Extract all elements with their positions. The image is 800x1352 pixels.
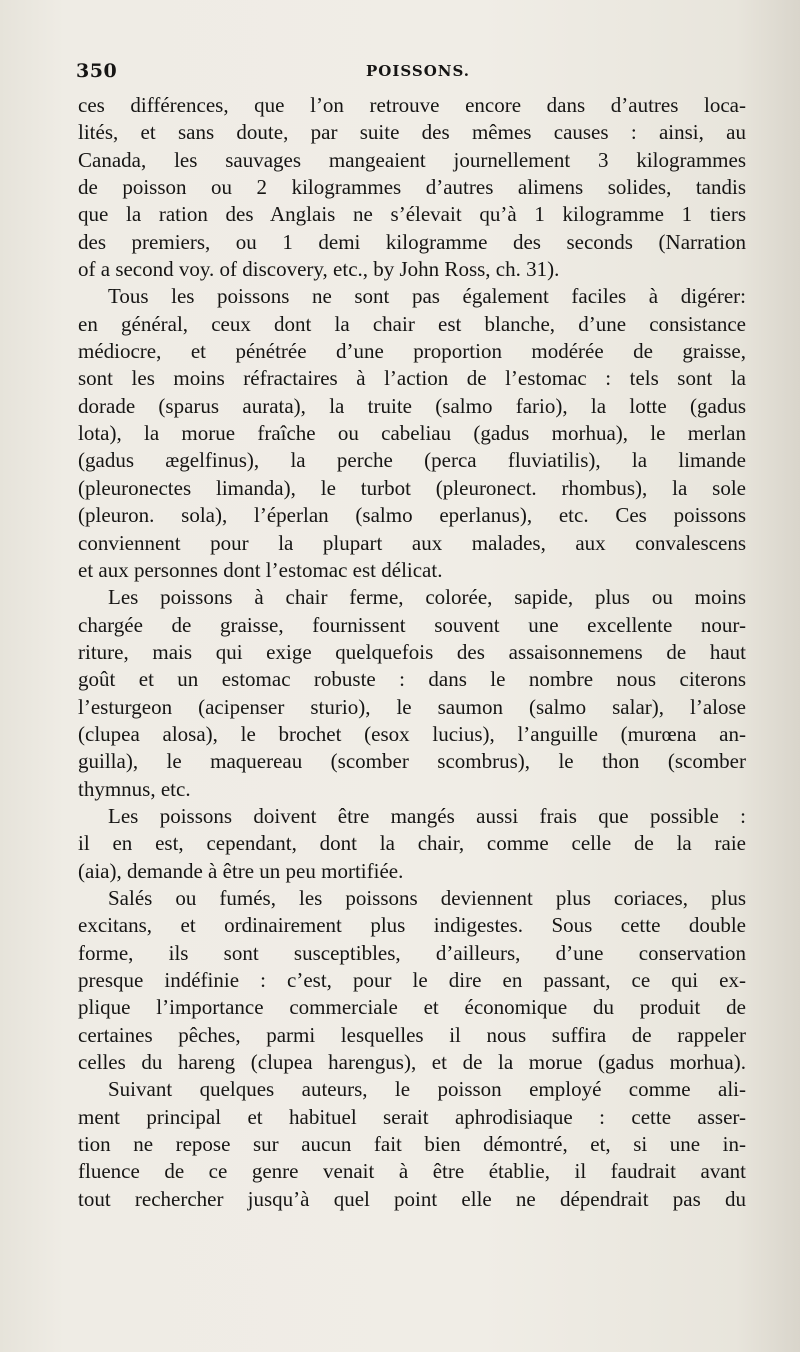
text-line: dorade (sparus aurata), la truite (salmo fario), la lotte (gadus — [78, 393, 746, 418]
page-number: 350 — [76, 60, 118, 82]
text-line: (clupea alosa), le brochet (esox lucius), l’anguille (murœna an- — [78, 721, 746, 746]
text-line: forme, ils sont susceptibles, d’ailleurs, d’une conservation — [78, 940, 746, 965]
text-line: thymnus, etc. — [78, 776, 191, 801]
text-line: goût et un estomac robuste : dans le nombre nous citerons — [78, 667, 746, 692]
text-line: of a second voy. of discovery, etc., by John Ross, ch. 31). — [78, 257, 560, 282]
text-line: conviennent pour la plupart aux malades, aux convalescens — [78, 530, 746, 555]
text-line: de poisson ou 2 kilogrammes d’autres alimens solides, tandis — [78, 175, 746, 200]
text-line: excitans, et ordinairement plus indigestes. Sous cette double — [78, 913, 746, 938]
text-line: ment principal et habituel serait aphrodisiaque : cette asser- — [78, 1104, 746, 1129]
text-line: celles du hareng (clupea harengus), et de la morue (gadus morhua). — [78, 1050, 746, 1075]
text-line: (pleuronectes limanda), le turbot (pleuronect. rhombus), la sole — [78, 475, 746, 500]
text-line: (pleuron. sola), l’éperlan (salmo eperlanus), etc. Ces poissons — [78, 503, 746, 528]
text-line: certaines pêches, parmi lesquelles il nous suffira de rappeler — [78, 1022, 746, 1047]
text-line: en général, ceux dont la chair est blanche, d’une consistance — [78, 311, 746, 336]
text-line: tion ne repose sur aucun fait bien démontré, et, si une in- — [78, 1132, 746, 1157]
running-head: POISSONS. — [366, 62, 470, 80]
text-line: Canada, les sauvages mangeaient journellement 3 kilogrammes — [78, 147, 746, 172]
text-line: Les poissons à chair ferme, colorée, sapide, plus ou moins — [108, 585, 746, 610]
text-line: presque indéfinie : c’est, pour le dire en passant, ce qui ex- — [78, 968, 746, 992]
text-line: guilla), le maquereau (scomber scombrus), le thon (scomber — [78, 749, 746, 774]
text-line: l’esturgeon (acipenser sturio), le saumon (salmo salar), l’alose — [78, 694, 746, 719]
text-line: sont les moins réfractaires à l’action de l’estomac : tels sont la — [78, 366, 746, 391]
text-line: (aia), demande à être un peu mortifiée. — [78, 858, 404, 883]
text-line: Les poissons doivent être mangés aussi frais que possible : — [108, 803, 746, 828]
page-header — [76, 60, 746, 84]
text-line: que la ration des Anglais ne s’élevait qu’à 1 kilogramme 1 tiers — [78, 202, 746, 227]
text-line: lota), la morue fraîche ou cabeliau (gadus morhua), le merlan — [78, 421, 746, 446]
text-line: fluence de ce genre venait à être établie, il faudrait avant — [78, 1159, 746, 1184]
text-line: lités, et sans doute, par suite des mêmes causes : ainsi, au — [78, 120, 746, 145]
text-line: chargée de graisse, fournissent souvent une excellente nour- — [78, 612, 746, 637]
body-text — [78, 92, 746, 1213]
text-line: ces différences, que l’on retrouve encore dans d’autres loca- — [78, 93, 746, 117]
text-line: Salés ou fumés, les poissons deviennent plus coriaces, plus — [108, 885, 746, 910]
text-line: riture, mais qui exige quelquefois des assaisonnemens de haut — [78, 639, 746, 664]
text-line: et aux personnes dont l’estomac est délicat. — [78, 557, 443, 582]
text-line: tout rechercher jusqu’à quel point elle ne dépendrait pas du — [78, 1186, 746, 1211]
text-line: plique l’importance commerciale et économique du produit de — [78, 995, 746, 1020]
text-line: (gadus ægelfinus), la perche (perca fluviatilis), la limande — [78, 448, 746, 473]
text-line: des premiers, ou 1 demi kilogramme des seconds (Narration — [78, 229, 746, 254]
text-line: il en est, cependant, dont la chair, comme celle de la raie — [78, 831, 746, 856]
text-line: médiocre, et pénétrée d’une proportion modérée de graisse, — [78, 339, 746, 364]
text-line: Tous les poissons ne sont pas également faciles à digérer: — [108, 284, 746, 309]
text-line: Suivant quelques auteurs, le poisson employé comme ali- — [108, 1077, 746, 1102]
